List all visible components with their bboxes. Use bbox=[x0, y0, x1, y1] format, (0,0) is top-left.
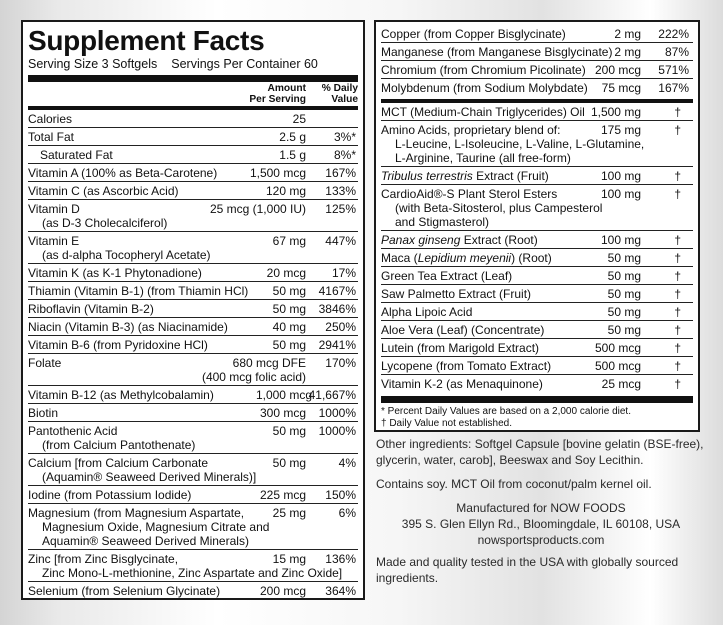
nutrient-row: Vitamin D (as D-3 Cholecalciferol) 25 mcg (1,000 IU) 125% bbox=[28, 202, 356, 230]
nutrient-row: Manganese (from Manganese Bisglycinate) 2 mg 87% bbox=[381, 43, 693, 61]
label-text-block bbox=[376, 436, 706, 594]
nutrient-row: Vitamin E (as d-alpha Tocopheryl Acetate) 67 mg 447% bbox=[28, 234, 356, 262]
supplement-facts-continued-panel bbox=[374, 20, 700, 432]
footnotes bbox=[381, 403, 693, 430]
servings-per-container: Servings Per Container 60 bbox=[171, 57, 318, 71]
nutrient-row: Selenium (from Selenium Glycinate) 200 mcg 364% bbox=[28, 584, 356, 598]
nutrient-row: Calcium [from Calcium Carbonate (Aquamin® Seaweed Derived Minerals)] 50 mg 4% bbox=[28, 456, 356, 484]
nutrient-row: Thiamin (Vitamin B-1) (from Thiamin HCl) 50 mg 4167% bbox=[28, 284, 356, 298]
ingredient-row: Lutein (from Marigold Extract) 500 mcg † bbox=[381, 339, 693, 357]
other-ingredients: Other ingredients: Softgel Capsule [bovine gelatin (BSE-free), glycerin, water, carob], Beeswax and Soy Lecithin. bbox=[376, 437, 704, 467]
nutrient-row: Magnesium (from Magnesium Aspartate, Magnesium Oxide, Magnesium Citrate and Aquamin® Seaweed Derived Minerals) 25 mg 6% bbox=[28, 506, 356, 548]
ingredient-row: Tribulus terrestris Extract (Fruit) 100 mg † bbox=[381, 167, 693, 185]
nutrient-row: Calories 25 bbox=[28, 110, 358, 128]
ingredient-row: Saw Palmetto Extract (Fruit) 50 mg † bbox=[381, 285, 693, 303]
ingredient-row: CardioAid®-S Plant Sterol Esters (with Beta-Sitosterol, plus Campesterol and Stigmasterol) 100 mg † bbox=[381, 185, 693, 231]
manufacturer-info: Manufactured for NOW FOODS 395 S. Glen Ellyn Rd., Bloomingdale, IL 60108, USA nowsportsproducts.com bbox=[376, 500, 706, 548]
ingredient-row: Lycopene (from Tomato Extract) 500 mcg † bbox=[381, 357, 693, 375]
ingredient-row: Alpha Lipoic Acid 50 mg † bbox=[381, 303, 693, 321]
nutrient-row: Riboflavin (Vitamin B-2) 50 mg 3846% bbox=[28, 302, 356, 316]
website: nowsportsproducts.com bbox=[477, 533, 605, 547]
nutrient-row: Molybdenum (from Sodium Molybdate) 75 mcg 167% bbox=[381, 81, 689, 95]
ingredient-row: Aloe Vera (Leaf) (Concentrate) 50 mg † bbox=[381, 321, 693, 339]
nutrient-row: Niacin (Vitamin B-3) (as Niacinamide) 40 mg 250% bbox=[28, 320, 356, 334]
nutrient-row: Vitamin B-6 (from Pyridoxine HCl) 50 mg 2941% bbox=[28, 338, 356, 352]
daily-value-header: % Daily Value bbox=[321, 83, 358, 105]
thick-divider bbox=[28, 75, 358, 82]
ingredient-row: Panax ginseng Extract (Root) 100 mg † bbox=[381, 231, 693, 249]
nutrient-row: Biotin 300 mcg 1000% bbox=[28, 406, 356, 420]
nutrient-row: Zinc [from Zinc Bisglycinate, Zinc Mono-L-methionine, Zinc Aspartate and Zinc Oxide] 15 mg 136% bbox=[28, 552, 356, 580]
ingredient-row: Vitamin K-2 (as Menaquinone) 25 mcg † bbox=[381, 377, 681, 391]
nutrient-row: Folate 680 mcg DFE (400 mcg folic acid) 170% bbox=[28, 356, 356, 384]
nutrient-row: Vitamin A (100% as Beta-Carotene) 1,500 mcg 167% bbox=[28, 166, 356, 180]
footnote-daily-value: * Percent Daily Values are based on a 2,000 calorie diet. bbox=[381, 406, 631, 417]
ingredient-row: Green Tea Extract (Leaf) 50 mg † bbox=[381, 267, 693, 285]
ingredient-row: Maca (Lepidium meyenii) (Root) 50 mg † bbox=[381, 249, 693, 267]
serving-size: Serving Size 3 Softgels bbox=[28, 57, 158, 71]
amount-header: Amount Per Serving bbox=[249, 83, 306, 105]
supplement-facts-panel bbox=[21, 20, 365, 600]
nutrient-row: Copper (from Copper Bisglycinate) 2 mg 222% bbox=[381, 25, 693, 43]
column-header bbox=[28, 82, 358, 106]
nutrient-row: Saturated Fat 1.5 g 8%* bbox=[28, 146, 358, 164]
panel-title: Supplement Facts bbox=[28, 25, 265, 56]
nutrient-row: Vitamin K (as K-1 Phytonadione) 20 mcg 17% bbox=[28, 266, 356, 280]
nutrient-row: Chromium (from Chromium Picolinate) 200 mcg 571% bbox=[381, 61, 693, 79]
nutrient-row: Iodine (from Potassium Iodide) 225 mcg 150% bbox=[28, 488, 356, 502]
thick-divider bbox=[381, 396, 693, 403]
nutrient-row: Total Fat 2.5 g 3%* bbox=[28, 130, 356, 144]
ingredient-row: MCT (Medium-Chain Triglycerides) Oil 1,500 mg † bbox=[381, 103, 693, 121]
nutrient-row: Pantothenic Acid (from Calcium Pantothenate) 50 mg 1000% bbox=[28, 424, 356, 452]
nutrient-row: Vitamin B-12 (as Methylcobalamin) 1,000 mcg 41,667% bbox=[28, 388, 356, 402]
ingredient-row: Amino Acids, proprietary blend of: L-Leucine, L-Isoleucine, L-Valine, L-Glutamine, L-Arginine, Taurine (all free-form) 175 mg † bbox=[381, 121, 693, 167]
made-in-statement: Made and quality tested in the USA with globally sourced ingredients. bbox=[376, 555, 679, 585]
footnote-not-established: † Daily Value not established. bbox=[381, 418, 513, 429]
nutrient-row: Vitamin C (as Ascorbic Acid) 120 mg 133% bbox=[28, 184, 356, 198]
contains-statement: Contains soy. MCT Oil from coconut/palm kernel oil. bbox=[376, 477, 652, 491]
serving-info bbox=[28, 56, 358, 72]
